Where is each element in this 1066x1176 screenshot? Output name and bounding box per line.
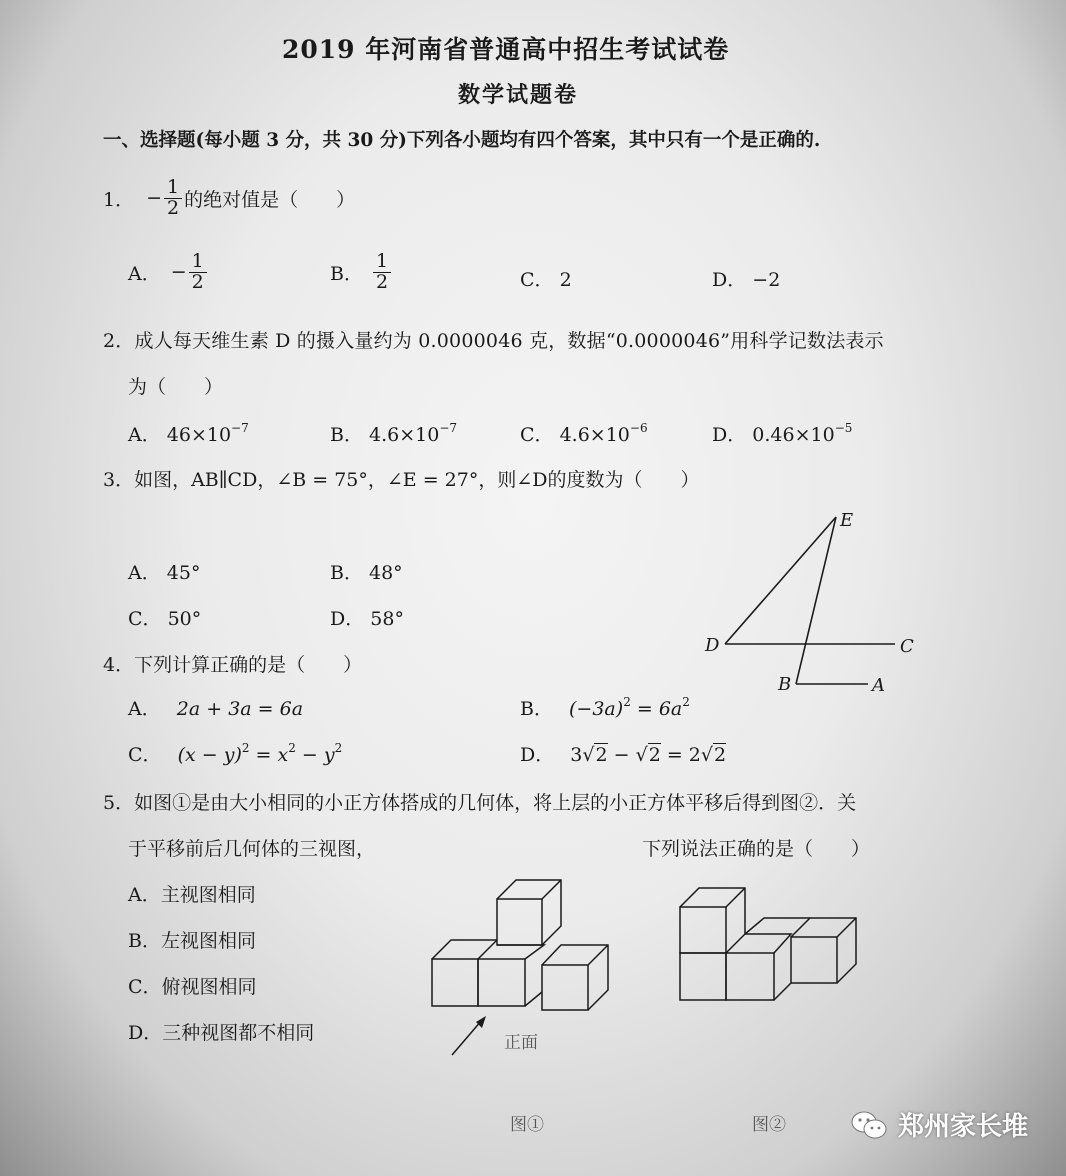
q2-b-exp: −7	[439, 421, 458, 435]
q1-frac-den: 2	[167, 196, 180, 219]
q2-b-text: B． 4.6×10	[330, 424, 440, 446]
q4-b-label: B．	[520, 698, 553, 720]
q1-b-num: 1	[373, 252, 391, 273]
q3-text: 3．如图，AB∥CD，∠B = 75°，∠E = 27°，则∠D的度数为（ ）	[103, 469, 700, 491]
q3-option-d: D． 58°	[330, 608, 404, 630]
q5-line-2a: 于平移前后几何体的三视图，	[128, 838, 376, 860]
q2-line-1: 2．成人每天维生素 D 的摄入量约为 0.0000046 克，数据“0.0000046”用科学记数法表示	[103, 330, 884, 352]
watermark	[850, 1106, 1028, 1143]
q1-option-b	[330, 252, 393, 293]
front-label: 正面	[504, 1033, 538, 1053]
q1-fraction	[164, 178, 182, 219]
q4-c-label: C．	[128, 744, 162, 766]
section-heading: 一、选择题(每小题 3 分，共 30 分)下列各小题均有四个答案，其中只有一个是正确的.	[103, 130, 821, 151]
q1-b-den: 2	[375, 270, 389, 293]
q1-option-d: D． −2	[712, 269, 781, 291]
q4-d-label: D．	[520, 744, 555, 766]
q2-option-a	[128, 420, 249, 447]
q2-option-d	[712, 420, 852, 447]
q1-a-num: 1	[189, 252, 207, 273]
q4-b-base: (−3a)	[569, 698, 624, 720]
q1-b-label: B．	[330, 262, 363, 285]
q4-c-exp1: 2	[241, 741, 250, 755]
question-1	[103, 178, 355, 219]
figure-2-caption: 图②	[752, 1115, 786, 1135]
q4-d-r2: 2	[648, 744, 661, 766]
q1-text: 的绝对值是（ ）	[184, 188, 356, 211]
q2-a-exp: −7	[231, 421, 249, 435]
q4-option-a	[128, 694, 303, 721]
label-e: E	[840, 510, 854, 531]
q1-a-den: 2	[191, 270, 204, 293]
q1-minus: −	[146, 187, 163, 210]
label-c: C	[900, 636, 914, 657]
q1-a-label: A．	[128, 262, 161, 285]
q3-option-c: C． 50°	[128, 608, 202, 630]
q1-option-c: C． 2	[520, 269, 572, 291]
q4-option-b	[520, 694, 690, 721]
q3-geometry-figure	[690, 500, 930, 700]
q1-b-fraction	[373, 252, 391, 293]
q2-option-b	[330, 420, 457, 447]
label-b: B	[778, 674, 792, 695]
wechat-icon	[850, 1109, 888, 1141]
label-a: A	[872, 675, 885, 696]
q5-line-2b: 下列说法正确的是（ ）	[642, 838, 871, 860]
q5-option-d: D．三种视图都不相同	[128, 1022, 315, 1044]
label-d: D	[705, 635, 720, 656]
q1-a-minus: −	[170, 261, 187, 284]
q3-option-b: B． 48°	[330, 562, 403, 584]
figure-2-cubes	[670, 880, 870, 1010]
q4-option-c	[128, 740, 342, 767]
q4-b-rhs: = 6a	[630, 698, 683, 720]
q1-number: 1．	[103, 188, 135, 211]
q5-line-1: 5．如图①是由大小相同的小正方体搭成的几何体，将上层的小正方体平移后得到图②．关	[103, 792, 857, 814]
q2-d-text: D． 0.46×10	[712, 424, 835, 446]
q1-option-a	[128, 252, 209, 293]
q4-a-expr: 2a + 3a = 6a	[176, 698, 304, 720]
q4-a-label: A．	[128, 698, 161, 720]
q3-option-a: A． 45°	[128, 562, 201, 584]
q2-d-exp: −5	[834, 421, 853, 435]
q4-c-mid: = x	[249, 744, 289, 766]
exam-subtitle: 数学试题卷	[458, 82, 579, 108]
q4-option-d: D． 3√2 − √2 = 2√2	[520, 744, 727, 766]
q4-c-exp2: 2	[288, 741, 296, 755]
q4-c-exp3: 2	[334, 741, 343, 755]
q4-c-base: (x − y)	[177, 744, 242, 766]
q1-frac-num: 1	[164, 178, 182, 199]
q2-a-text: A． 46×10	[128, 424, 232, 446]
q2-option-c	[520, 420, 648, 447]
q5-option-b: B．左视图相同	[128, 930, 256, 952]
q4-d-p3: = 2	[660, 744, 701, 766]
q4-d-r3: 2	[713, 744, 727, 766]
q4-text: 4．下列计算正确的是（ ）	[103, 654, 363, 676]
q5-option-c: C．俯视图相同	[128, 976, 257, 998]
front-arrow	[452, 1020, 482, 1055]
q4-d-r1: 2	[595, 744, 608, 766]
q4-d-p2: −	[607, 744, 636, 766]
line-de	[725, 517, 836, 644]
q2-c-text: C． 4.6×10	[520, 424, 630, 446]
q4-d-p1: 3	[570, 744, 583, 766]
q4-b-exp2: 2	[682, 695, 690, 709]
q4-b-exp1: 2	[623, 695, 631, 709]
q5-option-a: A．主视图相同	[128, 884, 256, 906]
figure-1-caption: 图①	[510, 1115, 544, 1135]
q1-a-fraction	[189, 252, 207, 293]
line-eb	[796, 517, 836, 684]
exam-title: 2019 年河南省普通高中招生考试试卷	[282, 35, 730, 64]
q2-line-2: 为（ ）	[128, 376, 224, 398]
q2-c-exp: −6	[629, 421, 648, 435]
watermark-text: 郑州家长堆	[897, 1112, 1028, 1142]
q4-c-end: − y	[295, 744, 335, 766]
